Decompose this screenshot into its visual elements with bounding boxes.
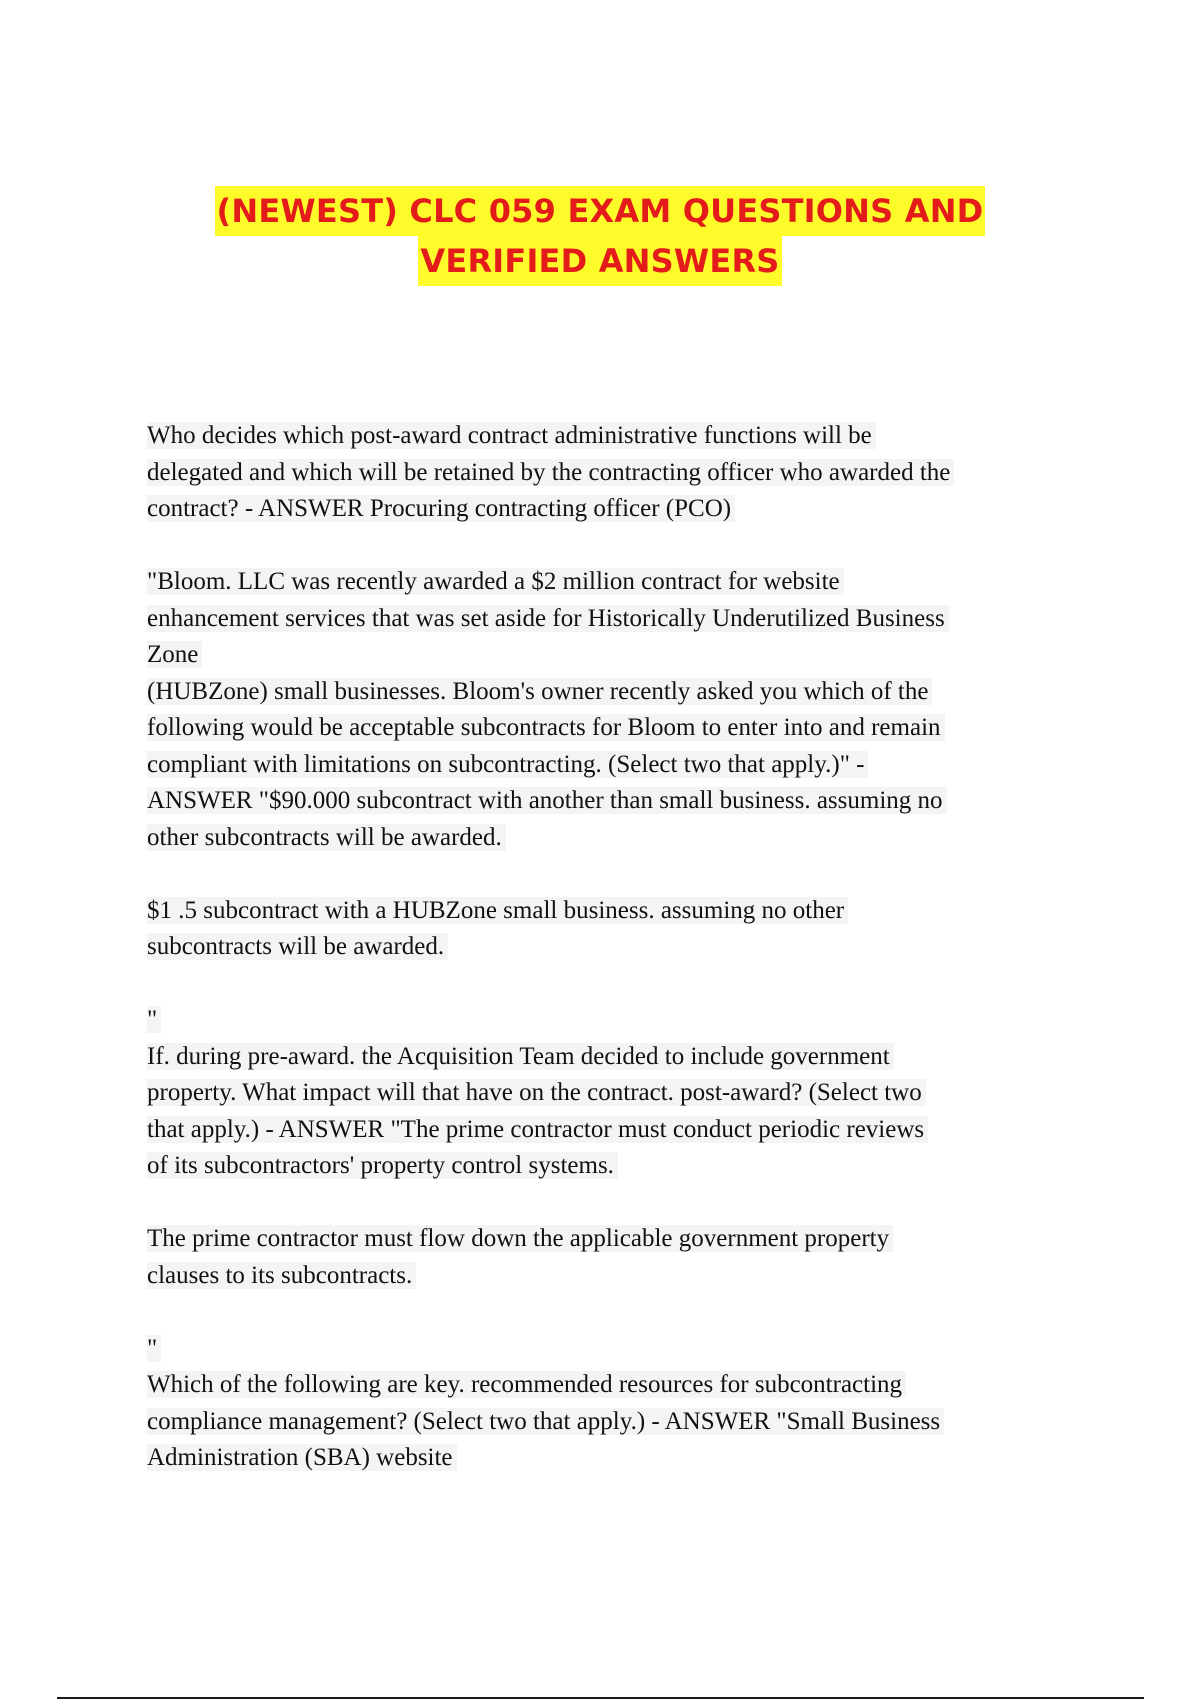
text-line	[147, 1075, 1077, 1112]
text-line-content: contract? - ANSWER Procuring contracting officer (PCO)	[147, 495, 735, 522]
text-line-content: "Bloom. LLC was recently awarded a $2 million contract for website	[147, 568, 844, 595]
text-line-content: clauses to its subcontracts.	[147, 1262, 416, 1289]
text-line-content: (HUBZone) small businesses. Bloom's owner recently asked you which of the	[147, 678, 932, 705]
text-line-content: compliance management? (Select two that apply.) - ANSWER "Small Business	[147, 1408, 944, 1435]
title-line-2: VERIFIED ANSWERS	[418, 236, 781, 286]
text-line	[147, 564, 1077, 601]
text-line	[147, 783, 1077, 820]
text-line	[147, 1404, 1077, 1441]
paragraph-gap	[147, 966, 1077, 1003]
text-line	[147, 747, 1077, 784]
text-line-content: property. What impact will that have on the contract. post-award? (Select two	[147, 1079, 926, 1106]
text-line	[147, 418, 1077, 455]
text-line	[147, 893, 1077, 930]
paragraph-gap	[147, 1185, 1077, 1222]
text-line-content: Which of the following are key. recommended resources for subcontracting	[147, 1371, 906, 1398]
text-line-content: Zone	[147, 641, 202, 668]
text-line	[147, 674, 1077, 711]
paragraph-gap	[147, 528, 1077, 565]
paragraph-gap	[147, 856, 1077, 893]
text-line-content: other subcontracts will be awarded.	[147, 824, 506, 851]
text-line-content: that apply.) - ANSWER "The prime contractor must conduct periodic reviews	[147, 1116, 928, 1143]
text-line-content: $1 .5 subcontract with a HUBZone small business. assuming no other	[147, 897, 848, 924]
text-line	[147, 1221, 1077, 1258]
text-line	[147, 1148, 1077, 1185]
text-line	[147, 1039, 1077, 1076]
text-line-content: compliant with limitations on subcontracting. (Select two that apply.)" -	[147, 751, 868, 778]
title-line-1: (NEWEST) CLC 059 EXAM QUESTIONS AND	[215, 186, 986, 236]
text-line-content: enhancement services that was set aside for Historically Underutilized Business	[147, 605, 949, 632]
text-line-content: of its subcontractors' property control systems.	[147, 1152, 618, 1179]
text-line	[147, 1367, 1077, 1404]
text-line-content: subcontracts will be awarded.	[147, 933, 448, 960]
text-line	[147, 1331, 1077, 1368]
text-line	[147, 820, 1077, 857]
text-line-content: "	[147, 1335, 161, 1362]
text-line	[147, 1258, 1077, 1295]
text-line-content: "	[147, 1006, 161, 1033]
text-line-content: The prime contractor must flow down the applicable government property	[147, 1225, 893, 1252]
text-line	[147, 1002, 1077, 1039]
text-line	[147, 637, 1077, 674]
document-title	[0, 186, 1200, 286]
text-line-content: Who decides which post-award contract administrative functions will be	[147, 422, 876, 449]
text-line-content: ANSWER "$90.000 subcontract with another than small business. assuming no	[147, 787, 947, 814]
text-line	[147, 929, 1077, 966]
document-body	[147, 418, 1077, 1477]
text-line	[147, 455, 1077, 492]
text-line-content: delegated and which will be retained by the contracting officer who awarded the	[147, 459, 954, 486]
text-line-content: Administration (SBA) website	[147, 1444, 457, 1471]
text-line-content: If. during pre-award. the Acquisition Team decided to include government	[147, 1043, 894, 1070]
text-line	[147, 1112, 1077, 1149]
text-line	[147, 491, 1077, 528]
page-bottom-rule	[57, 1697, 1144, 1699]
text-line	[147, 601, 1077, 638]
text-line	[147, 710, 1077, 747]
paragraph-gap	[147, 1294, 1077, 1331]
text-line-content: following would be acceptable subcontracts for Bloom to enter into and remain	[147, 714, 945, 741]
text-line	[147, 1440, 1077, 1477]
